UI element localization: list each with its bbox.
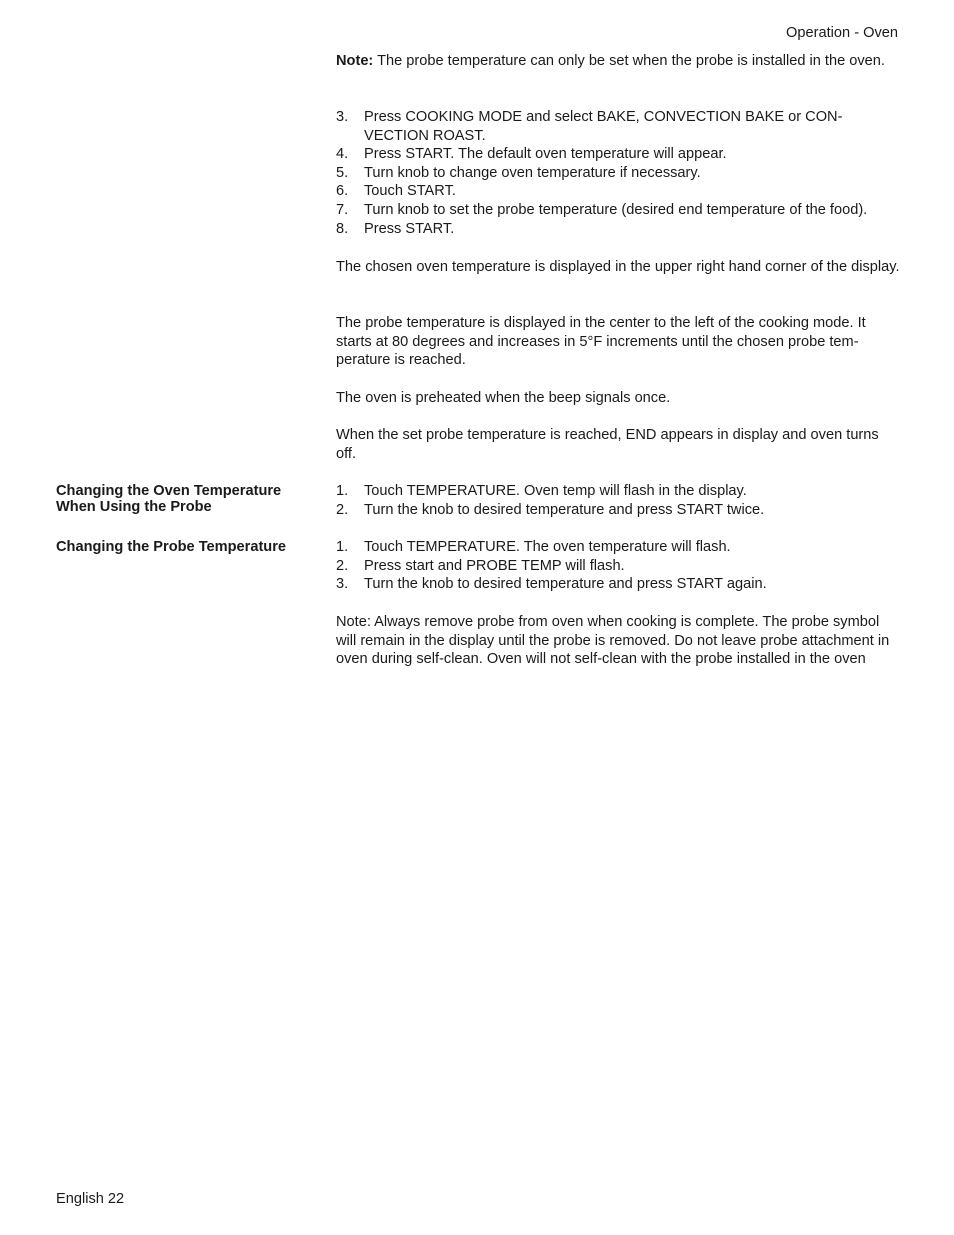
final-note (336, 613, 902, 669)
step-number: 3. (336, 109, 349, 125)
heading-changing-probe-temp: Changing the Probe Temperature (56, 539, 287, 555)
step-text: Turn knob to set the probe temperature (desired end temperature of the food). (364, 201, 868, 218)
changing-oven-temp-steps (336, 482, 902, 519)
note-label: Note: (336, 53, 374, 69)
list-item (336, 201, 902, 220)
step-number: 2. (336, 501, 349, 518)
changing-probe-temp-steps (336, 538, 902, 594)
heading-line: Changing the Oven Temperature (56, 483, 282, 499)
step-text: Press COOKING MODE and select BAKE, CONVECTION BAKE or CON-VECTION ROAST. (364, 109, 843, 144)
paragraph-text: The probe temperature is displayed in the center to the left of the cooking mode. It starts at 80 degrees and increases in 5°F increments until the chosen probe tem-perature is reached. (336, 315, 866, 369)
oven-temp-display-paragraph (336, 258, 902, 277)
step-text: Turn knob to change oven temperature if necessary. (364, 164, 701, 181)
paragraph-text: The chosen oven temperature is displayed in the upper right hand corner of the display. (336, 259, 900, 275)
heading-line: When Using the Probe (56, 499, 212, 515)
paragraph-text: The oven is preheated when the beep signals once. (336, 390, 671, 406)
step-number: 1. (336, 539, 349, 555)
page-footer-label: English 22 (56, 1191, 125, 1207)
list-item (336, 220, 902, 239)
step-text: Press START. (364, 220, 455, 237)
step-text: Touch START. (364, 183, 456, 200)
step-text: Touch TEMPERATURE. The oven temperature will flash. (364, 539, 731, 555)
step-text: Turn the knob to desired temperature and press START twice. (364, 501, 765, 518)
list-item (336, 501, 902, 520)
heading-changing-oven-temp (56, 483, 316, 515)
probe-temp-display-paragraph (336, 314, 902, 370)
page-header-section-title: Operation - Oven (786, 25, 898, 41)
step-text: Press START. The default oven temperature will appear. (364, 146, 727, 163)
list-item (336, 164, 902, 183)
list-item (336, 557, 902, 576)
step-text: Press start and PROBE TEMP will flash. (364, 557, 625, 574)
intro-note (336, 52, 902, 71)
step-number: 5. (336, 164, 349, 181)
list-item (336, 538, 902, 557)
step-number: 4. (336, 146, 349, 163)
step-number: 2. (336, 557, 349, 574)
step-number: 7. (336, 201, 349, 218)
probe-steps-list (336, 108, 902, 238)
paragraph-text: When the set probe temperature is reached, END appears in display and oven turns off. (336, 427, 879, 462)
list-item (336, 108, 902, 145)
step-number: 6. (336, 183, 349, 200)
note-text: The probe temperature can only be set when the probe is installed in the oven. (373, 53, 885, 69)
paragraph-text: Note: Always remove probe from oven when cooking is complete. The probe symbol will remain in the display until the probe is removed. Do not leave probe attachment in oven during self-clean. Oven will not self-clean with the probe installed in the oven (336, 614, 890, 668)
list-item (336, 575, 902, 594)
step-number: 1. (336, 483, 349, 499)
end-reached-paragraph (336, 426, 902, 463)
list-item (336, 482, 902, 501)
step-text: Touch TEMPERATURE. Oven temp will flash in the display. (364, 483, 747, 499)
step-number: 8. (336, 220, 349, 237)
preheated-paragraph (336, 389, 902, 408)
step-text: Turn the knob to desired temperature and press START again. (364, 576, 767, 593)
list-item (336, 182, 902, 201)
list-item (336, 145, 902, 164)
step-number: 3. (336, 576, 349, 593)
